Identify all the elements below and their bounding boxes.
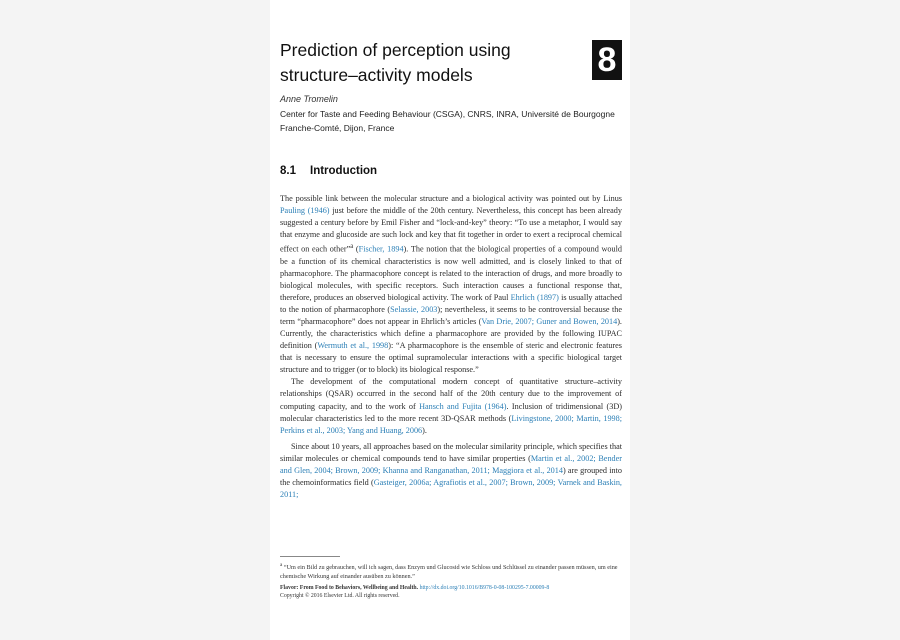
citation-link[interactable]: Ehrlich (1897)	[510, 293, 559, 303]
affiliation-line-1: Center for Taste and Feeding Behaviour (CSGA), CNRS, INRA, Université de Bourgogne	[280, 109, 615, 119]
chapter-title-line-1: Prediction of perception using	[280, 40, 511, 60]
chapter-number-badge: 8	[592, 40, 622, 80]
citation-link[interactable]: Fischer, 1894	[358, 244, 404, 254]
paragraph-text: . Inclusion of tridimensional (3D) molecular characteristics led to the more recent 3D-QSAR methods (	[280, 401, 622, 423]
citation-link[interactable]: Wermuth et al., 1998	[317, 341, 389, 351]
section-title: Introduction	[310, 165, 378, 177]
paragraph-text: Since about 10 years, all approaches based on the molecular similarity principle, which specifies that similar molecules or chemical compounds tend to have similar properties (	[280, 441, 622, 463]
paragraph-text: The development of the computational modern concept of quantitative structure–activity relationships (QSAR) occurred in the second half of the 20th century due to the improvement of computing capacity, and to the work of	[280, 377, 622, 411]
citation-link[interactable]: Pauling (1946)	[280, 206, 330, 216]
paragraph-text: ).	[422, 425, 427, 435]
paragraph-text: ); nevertheless, it seems to be controversial because the term “pharmacophore” does not appear in Ehrlich’s articles (	[280, 305, 622, 327]
body-text	[280, 193, 622, 501]
footer-book-label: Flavor: From Food to Behaviors, Wellbeing and Health.	[280, 585, 419, 591]
paragraph-text: ): “A pharmacophore is the ensemble of steric and electronic features that is necessary to ensure the optimal supramolecular interactions with a specific biological target structure and to trigger (or to block) its biological response.”	[280, 341, 622, 375]
chapter-title	[280, 38, 580, 88]
paragraph-text: ). The notion that the biological properties of a compound would be a function of its chemical characteristics is now well admitted, and is closely linked to that of pharmacophore. The pharmacophore concept is related to the interaction of drugs, and more broadly to biological molecules, with specific receptors. Such interaction causes a functional response that, therefore, produces an observed biological activity. The work of Paul	[280, 244, 622, 303]
citation-link[interactable]: Livingstone, 2000; Martin, 1998; Perkins et al., 2003; Yang and Huang, 2006	[280, 413, 623, 435]
footnote-text: “Um ein Bild zu gebrauchen, will ich sagen, dass Enzym und Glucosid wie Schloss und Schlüssel zu einander passen müssen, um eine chemische Wirkung auf einander ausüben zu können.”	[280, 564, 618, 581]
paragraph-text: (	[353, 244, 359, 254]
section-heading	[280, 165, 377, 177]
page-footer	[280, 584, 622, 600]
body-paragraph	[280, 441, 622, 501]
paragraph-text: ). Currently, the characteristics which define a pharmacophore are provided by the following IUPAC definition (	[280, 317, 622, 351]
paragraph-text: is usually attached to the notion of pharmacophore (	[280, 293, 622, 315]
paragraph-text: ) are grouped into the chemoinformatics field (	[280, 465, 622, 487]
citation-link[interactable]: Selassie, 2003	[390, 305, 438, 315]
body-paragraph	[280, 193, 622, 376]
footnote-reference[interactable]: a	[350, 243, 354, 251]
body-paragraph	[280, 376, 622, 436]
citation-link[interactable]: Van Drie, 2007; Guner and Bowen, 2014	[481, 317, 618, 327]
author-affiliation	[280, 107, 620, 135]
citation-link[interactable]: Martin et al., 2002; Bender and Glen, 2004; Brown, 2009; Khanna and Ranganathan, 2011; Maggiora et al., 2014	[280, 453, 622, 475]
paragraph-text: just before the middle of the 20th century. Nevertheless, this concept has been already suggested a century before by Emil Fisher and “lock-and-key” theory: “To use a metaphor, I would say that enzyme and glucoside are such lock and key that fit together in order to exert a reciprocal chemical effect on each other”	[280, 206, 622, 254]
footnote	[280, 561, 622, 581]
section-number: 8.1	[280, 165, 296, 177]
citation-link[interactable]: Gasteiger, 2006a; Agrafiotis et al., 2007; Brown, 2009; Varnek and Baskin, 2011;	[280, 477, 622, 499]
paragraph-text: The possible link between the molecular structure and a biological activity was pointed out by Linus	[280, 194, 622, 203]
footer-copyright: Copyright © 2016 Elsevier Ltd. All rights reserved.	[280, 593, 400, 599]
chapter-title-line-2: structure–activity models	[280, 65, 473, 85]
citation-link[interactable]: Hansch and Fujita (1964)	[419, 401, 507, 411]
footer-doi-link[interactable]: http://dx.doi.org/10.1016/B978-0-08-100295-7.00009-8	[419, 585, 550, 591]
footnote-rule	[280, 556, 340, 557]
footnote-marker: a	[280, 562, 283, 568]
affiliation-line-2: Franche-Comté, Dijon, France	[280, 123, 395, 133]
author-name: Anne Tromelin	[280, 94, 338, 104]
